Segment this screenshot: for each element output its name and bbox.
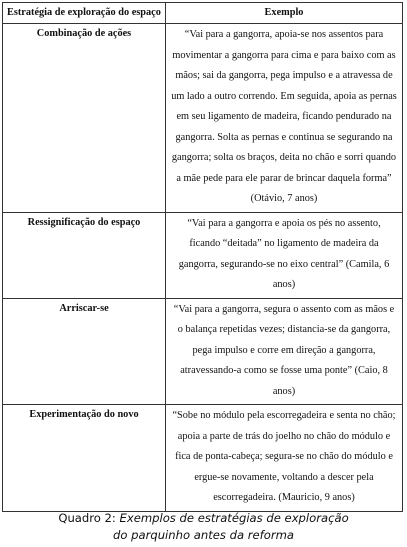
- example-cell: “Sobe no módulo pela escorregadeira e senta no chão; apoia a parte de trás do joelho no chão do módulo e fica de ponta-cabeça; segura-se no chão do módulo e ergue-se novamente, voltando a descer pela escorregadeira. (Mauricio, 9 anos): [166, 405, 403, 512]
- strategy-cell: Arriscar-se: [3, 298, 166, 405]
- caption-title-line-1: Exemplos de estratégias de exploração: [119, 511, 349, 525]
- table-caption: [0, 510, 407, 544]
- caption-line-1: [0, 510, 407, 527]
- caption-title-line-2: do parquinho antes da reforma: [112, 528, 295, 542]
- header-strategy: Estratégia de exploração do espaço: [3, 3, 166, 24]
- caption-label: Quadro 2:: [58, 511, 116, 525]
- table-row: [3, 298, 403, 405]
- example-cell: “Vai para a gangorra, segura o assento com as mãos e o balança repetidas vezes; distancia-se da gangorra, pega impulso e corre em direção a gangorra, atravessando-a como se fosse uma ponte” (Caio, 8 anos): [166, 298, 403, 405]
- table-row: [3, 212, 403, 298]
- table-row: [3, 24, 403, 213]
- table-row: [3, 405, 403, 512]
- strategies-table: [2, 2, 403, 512]
- header-example: Exemplo: [166, 3, 403, 24]
- table-header-row: [3, 3, 403, 24]
- example-cell: “Vai para a gangorra, apoia-se nos assentos para movimentar a gangorra para cima e para baixo com as mãos; sai da gangorra, pega impulso e a atravessa de um lado a outro correndo. Em seguida, apoia as pernas em seu ligamento de madeira, ficando pendurado na gangorra. Solta as pernas e continua se segurando na gangorra; solta os braços, deita no chão e sorri quando a mãe pede para ele parar de brincar daquela forma” (Otávio, 7 anos): [166, 24, 403, 213]
- example-cell: “Vai para a gangorra e apoia os pés no assento, ficando “deitada” no ligamento de madeira da gangorra, segurando-se no eixo central” (Camila, 6 anos): [166, 212, 403, 298]
- strategy-cell: Combinação de ações: [3, 24, 166, 213]
- strategy-cell: Experimentação do novo: [3, 405, 166, 512]
- strategy-cell: Ressignificação do espaço: [3, 212, 166, 298]
